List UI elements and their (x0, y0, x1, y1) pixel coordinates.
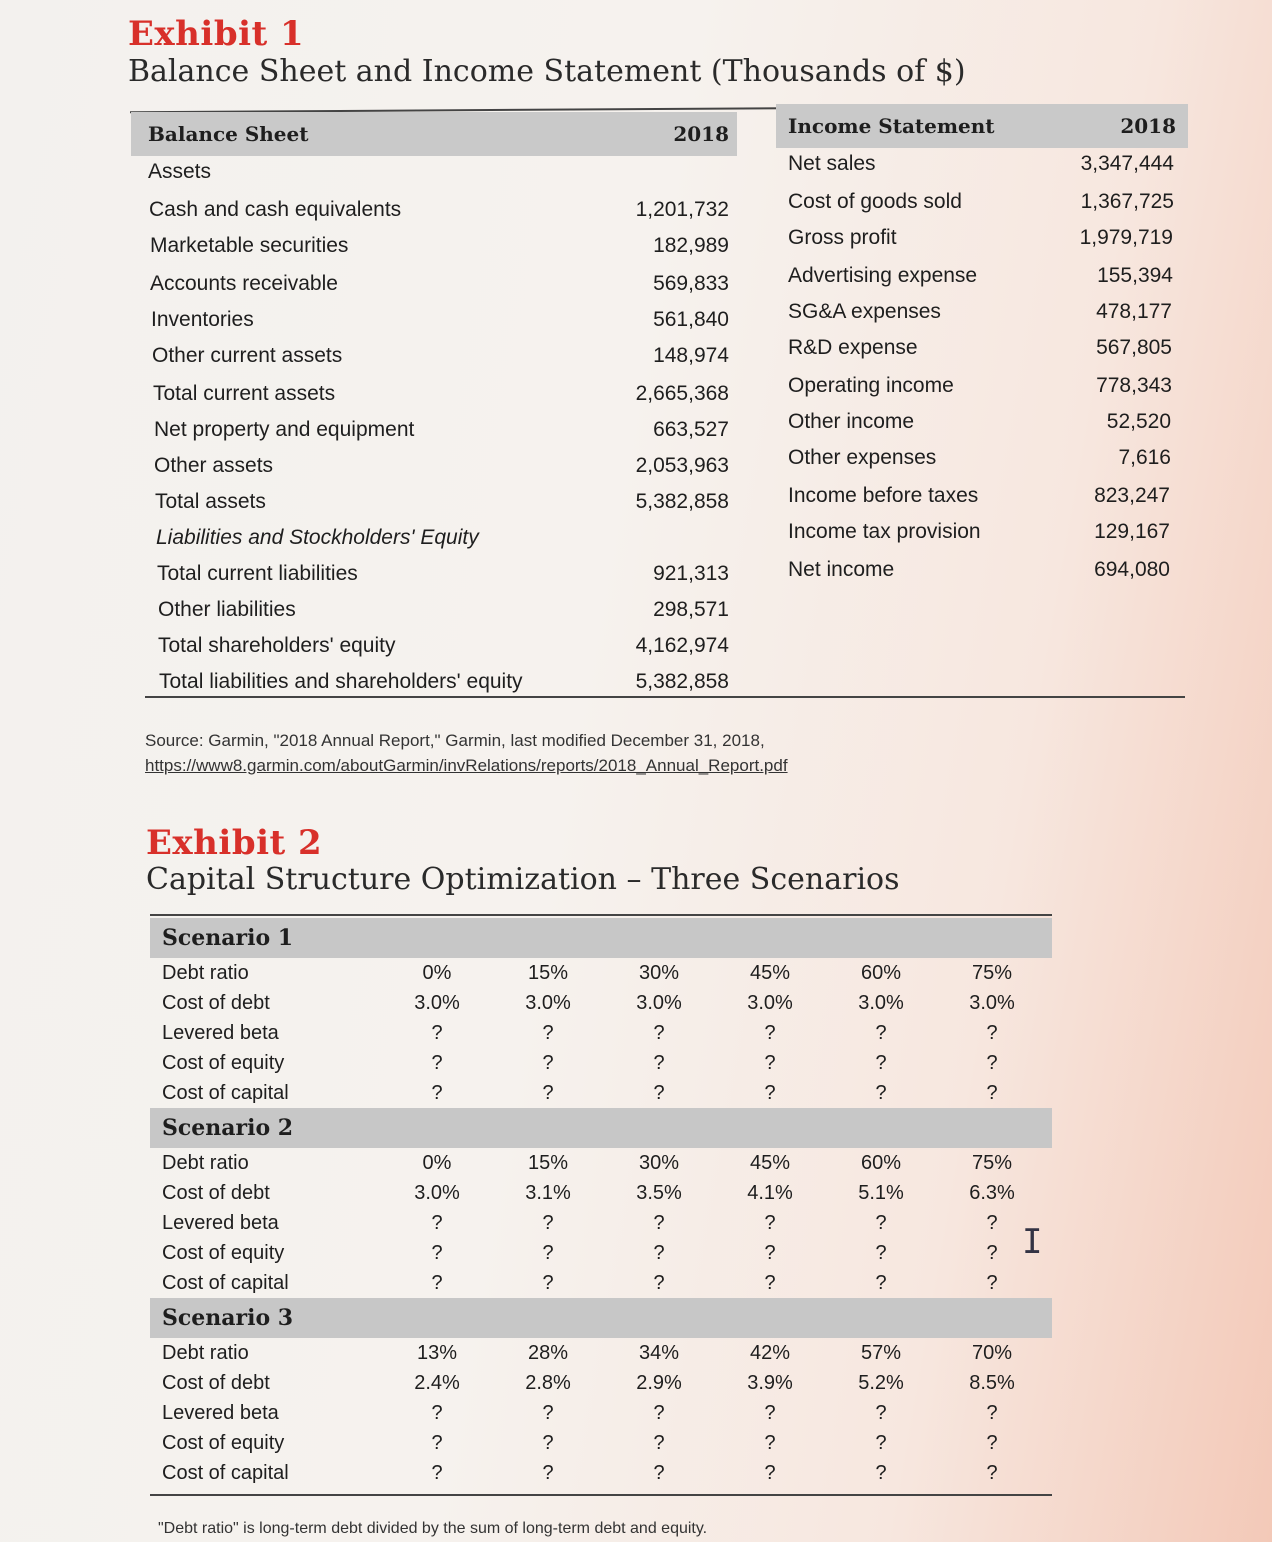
row-value: 7,616 (1118, 446, 1171, 469)
debt-ratio-footnote: "Debt ratio" is long-term debt divided by the sum of long-term debt and equity. (158, 1520, 708, 1537)
table-cell: 15% (527, 1152, 569, 1174)
table-cell: ? (653, 1082, 665, 1104)
table-cell: 3.0% (969, 992, 1015, 1014)
table-cell: ? (764, 1052, 776, 1074)
table-row (148, 192, 733, 228)
row-label: Other income (788, 410, 915, 433)
table-row (150, 1238, 1052, 1268)
table-cell: ? (875, 1242, 887, 1264)
row-value: 5,382,858 (635, 490, 729, 513)
table-row (148, 412, 733, 448)
row-label: Net property and equipment (154, 418, 415, 441)
table-row (788, 514, 1180, 550)
table-row (148, 448, 733, 484)
row-value: 148,974 (653, 344, 729, 367)
balance-sheet-header-row (148, 116, 733, 152)
table-cell: 2.9% (636, 1372, 682, 1394)
row-label: Advertising expense (788, 264, 978, 287)
table-cell: 8.5% (969, 1372, 1015, 1394)
table-cell: 3.0% (747, 992, 793, 1014)
table-cell: 57% (860, 1342, 902, 1364)
table-row (788, 220, 1180, 256)
income-statement-header: Income Statement (788, 114, 995, 138)
table-row (150, 1368, 1052, 1398)
table-cell: ? (764, 1082, 776, 1104)
table-row (148, 302, 733, 338)
table-cell: ? (431, 1022, 443, 1044)
table-cell: 3.0% (414, 1182, 460, 1204)
row-value: 569,833 (653, 272, 729, 295)
table-cell: 2.8% (525, 1372, 571, 1394)
row-label: Operating income (788, 374, 954, 397)
table-cell: 60% (860, 1152, 902, 1174)
row-value: 52,520 (1106, 410, 1171, 433)
table-cell: ? (431, 1082, 443, 1104)
table-row (150, 1428, 1052, 1458)
table-row (148, 484, 733, 520)
row-label: Levered beta (162, 1022, 279, 1044)
table-row (150, 1048, 1052, 1078)
row-label: Other current assets (152, 344, 343, 367)
table-cell: ? (431, 1212, 443, 1234)
row-label: Total shareholders' equity (158, 634, 396, 657)
table-row (148, 592, 733, 628)
table-row (150, 958, 1052, 988)
table-cell: ? (653, 1432, 665, 1454)
table-row (788, 184, 1180, 220)
row-value: 129,167 (1094, 520, 1170, 543)
table-cell: 3.0% (858, 992, 904, 1014)
row-label: Cost of capital (162, 1272, 289, 1294)
table-cell: ? (764, 1242, 776, 1264)
table-cell: 3.5% (636, 1182, 682, 1204)
row-value: 561,840 (653, 308, 729, 331)
row-label: Cost of capital (162, 1082, 289, 1104)
table-cell: 5.1% (858, 1182, 904, 1204)
table-cell: 0% (422, 1152, 452, 1174)
row-value: 5,382,858 (635, 670, 729, 693)
table-row (788, 552, 1180, 588)
table-cell: ? (542, 1402, 554, 1424)
table-cell: 13% (416, 1342, 458, 1364)
table-cell: ? (986, 1082, 998, 1104)
row-label: R&D expense (788, 336, 918, 359)
table-cell: ? (542, 1052, 554, 1074)
row-label: Other assets (154, 454, 274, 477)
table-row (150, 1078, 1052, 1108)
table-row (788, 258, 1180, 294)
table-cell: ? (653, 1462, 665, 1484)
table-cell: ? (764, 1402, 776, 1424)
table-cell: 6.3% (969, 1182, 1015, 1204)
table-cell: 2.4% (414, 1372, 460, 1394)
table-row (788, 294, 1180, 330)
income-statement-header-row (788, 108, 1180, 144)
table-cell: ? (431, 1432, 443, 1454)
table-row (148, 228, 733, 264)
table-cell: ? (431, 1462, 443, 1484)
source-url-link[interactable]: https://www8.garmin.com/aboutGarmin/invRelations/reports/2018_Annual_Report.pdf (145, 756, 788, 775)
row-value: 2,665,368 (635, 382, 729, 405)
exhibit-2-label: Exhibit 2 (146, 823, 323, 863)
table-cell: ? (653, 1272, 665, 1294)
table-cell: 15% (527, 962, 569, 984)
row-label: Assets (148, 160, 212, 183)
row-value: 3,347,444 (1080, 152, 1174, 175)
table-cell: ? (875, 1272, 887, 1294)
row-label: Total current assets (153, 382, 336, 405)
row-label: Income tax provision (788, 520, 981, 543)
table-cell: 30% (638, 1152, 680, 1174)
scenario-1-header: Scenario 1 (150, 918, 1052, 958)
table-cell: ? (986, 1022, 998, 1044)
table-row (148, 338, 733, 374)
row-value: 478,177 (1096, 300, 1172, 323)
table-cell: ? (875, 1022, 887, 1044)
table-cell: ? (764, 1272, 776, 1294)
table-cell: ? (764, 1462, 776, 1484)
table-cell: 28% (527, 1342, 569, 1364)
table-row (788, 146, 1180, 182)
row-value: 1,201,732 (635, 198, 729, 221)
table-cell: ? (653, 1402, 665, 1424)
row-label: Net income (788, 558, 895, 581)
table-cell: 4.1% (747, 1182, 793, 1204)
table-cell: ? (875, 1402, 887, 1424)
table-row (148, 266, 733, 302)
row-label: Marketable securities (150, 234, 349, 257)
row-label: Debt ratio (162, 962, 249, 984)
table-row (788, 478, 1180, 514)
table-cell: ? (653, 1052, 665, 1074)
row-value: 778,343 (1096, 374, 1172, 397)
row-label: SG&A expenses (788, 300, 941, 323)
table-row (150, 1458, 1052, 1488)
table-cell: 3.9% (747, 1372, 793, 1394)
table-cell: 75% (971, 1152, 1013, 1174)
table-cell: 42% (749, 1342, 791, 1364)
table-cell: ? (542, 1272, 554, 1294)
income-statement-year: 2018 (1120, 114, 1176, 138)
row-label: Net sales (788, 152, 876, 175)
table-cell: 3.1% (525, 1182, 571, 1204)
table-row (788, 330, 1180, 366)
row-value: 2,053,963 (635, 454, 729, 477)
table-cell: ? (986, 1462, 998, 1484)
row-label: Liabilities and Stockholders' Equity (156, 526, 479, 549)
table-row (148, 628, 733, 664)
row-value: 663,527 (653, 418, 729, 441)
row-value: 1,979,719 (1079, 226, 1173, 249)
scenario-2-header: Scenario 2 (150, 1108, 1052, 1148)
source-note (145, 728, 788, 778)
row-label: Cost of capital (162, 1462, 289, 1484)
row-value: 567,805 (1096, 336, 1172, 359)
row-label: Income before taxes (788, 484, 979, 507)
table-cell: ? (653, 1242, 665, 1264)
table-row (150, 1148, 1052, 1178)
scenarios-bottom-rule (150, 1494, 1052, 1496)
row-value: 694,080 (1094, 558, 1170, 581)
scenarios-table (150, 914, 1052, 1496)
row-label: Other expenses (788, 446, 937, 469)
table-cell: 3.0% (414, 992, 460, 1014)
row-label: Total assets (155, 490, 266, 513)
table-cell: ? (986, 1432, 998, 1454)
row-label: Debt ratio (162, 1152, 249, 1174)
row-label: Total current liabilities (157, 562, 358, 585)
table-cell: ? (431, 1242, 443, 1264)
table-cell: 5.2% (858, 1372, 904, 1394)
row-label: Accounts receivable (150, 272, 338, 295)
table-cell: ? (875, 1082, 887, 1104)
row-value: 155,394 (1097, 264, 1173, 287)
table-cell: 3.0% (636, 992, 682, 1014)
row-value: 921,313 (653, 562, 729, 585)
table-cell: ? (986, 1242, 998, 1264)
table-row (150, 1178, 1052, 1208)
row-label: Cost of debt (162, 1182, 270, 1204)
table-cell: ? (986, 1272, 998, 1294)
table-row (788, 368, 1180, 404)
table-row (788, 404, 1180, 440)
table-row (788, 440, 1180, 476)
table-cell: ? (542, 1082, 554, 1104)
row-label: Cash and cash equivalents (149, 198, 402, 221)
table-cell: ? (542, 1212, 554, 1234)
scenario-3-header: Scenario 3 (150, 1298, 1052, 1338)
row-label: Cost of equity (162, 1242, 285, 1264)
table-cell: 34% (638, 1342, 680, 1364)
table-cell: ? (542, 1432, 554, 1454)
row-label: Cost of debt (162, 992, 270, 1014)
scenarios-top-rule (150, 914, 1052, 916)
table-row (150, 1208, 1052, 1238)
row-label: Cost of goods sold (788, 190, 962, 213)
table-cell: ? (431, 1052, 443, 1074)
table-cell: ? (875, 1052, 887, 1074)
row-value: 4,162,974 (635, 634, 729, 657)
table-cell: 0% (422, 962, 452, 984)
table-cell: ? (764, 1212, 776, 1234)
table-row (148, 154, 733, 190)
table-cell: ? (986, 1052, 998, 1074)
table-cell: ? (431, 1402, 443, 1424)
table-cell: ? (986, 1402, 998, 1424)
table-cell: ? (653, 1212, 665, 1234)
row-value: 823,247 (1094, 484, 1170, 507)
row-label: Levered beta (162, 1402, 279, 1424)
table-row (148, 556, 733, 592)
table-cell: ? (542, 1022, 554, 1044)
table-cell: ? (764, 1022, 776, 1044)
exhibit-2-title: Capital Structure Optimization – Three Scenarios (146, 862, 900, 897)
balance-sheet-header: Balance Sheet (148, 122, 309, 146)
table-cell: ? (875, 1432, 887, 1454)
table-cell: ? (653, 1022, 665, 1044)
table-cell: 30% (638, 962, 680, 984)
row-value: 182,989 (653, 234, 729, 257)
table-row (148, 520, 733, 556)
balance-sheet-year: 2018 (673, 122, 729, 146)
text-cursor-icon: I (1022, 1222, 1043, 1262)
table-row (150, 1398, 1052, 1428)
table-row (150, 1268, 1052, 1298)
row-value: 1,367,725 (1080, 190, 1174, 213)
row-label: Cost of debt (162, 1372, 270, 1394)
exhibit-1-title: Balance Sheet and Income Statement (Thousands of $) (128, 54, 966, 89)
table-cell: 70% (971, 1342, 1013, 1364)
table-cell: 45% (749, 1152, 791, 1174)
table-cell: 75% (971, 962, 1013, 984)
table-cell: 3.0% (525, 992, 571, 1014)
table-cell: ? (431, 1272, 443, 1294)
row-label: Cost of equity (162, 1052, 285, 1074)
row-label: Levered beta (162, 1212, 279, 1234)
table-cell: ? (875, 1212, 887, 1234)
table-cell: ? (542, 1462, 554, 1484)
row-label: Inventories (151, 308, 254, 331)
table-cell: ? (986, 1212, 998, 1234)
table-row (150, 1018, 1052, 1048)
table-cell: ? (542, 1242, 554, 1264)
row-value: 298,571 (653, 598, 729, 621)
table-cell: ? (764, 1432, 776, 1454)
table-row (148, 376, 733, 412)
table-row (150, 1338, 1052, 1368)
table-row (150, 988, 1052, 1018)
source-text: Source: Garmin, "2018 Annual Report," Garmin, last modified December 31, 2018, (145, 731, 765, 750)
row-label: Debt ratio (162, 1342, 249, 1364)
table-row (148, 664, 733, 700)
row-label: Total liabilities and shareholders' equity (159, 670, 523, 693)
table-cell: 60% (860, 962, 902, 984)
row-label: Other liabilities (158, 598, 296, 621)
table-cell: ? (875, 1462, 887, 1484)
row-label: Cost of equity (162, 1432, 285, 1454)
row-label: Gross profit (788, 226, 897, 249)
table-cell: 45% (749, 962, 791, 984)
exhibit-1-label: Exhibit 1 (128, 14, 305, 54)
